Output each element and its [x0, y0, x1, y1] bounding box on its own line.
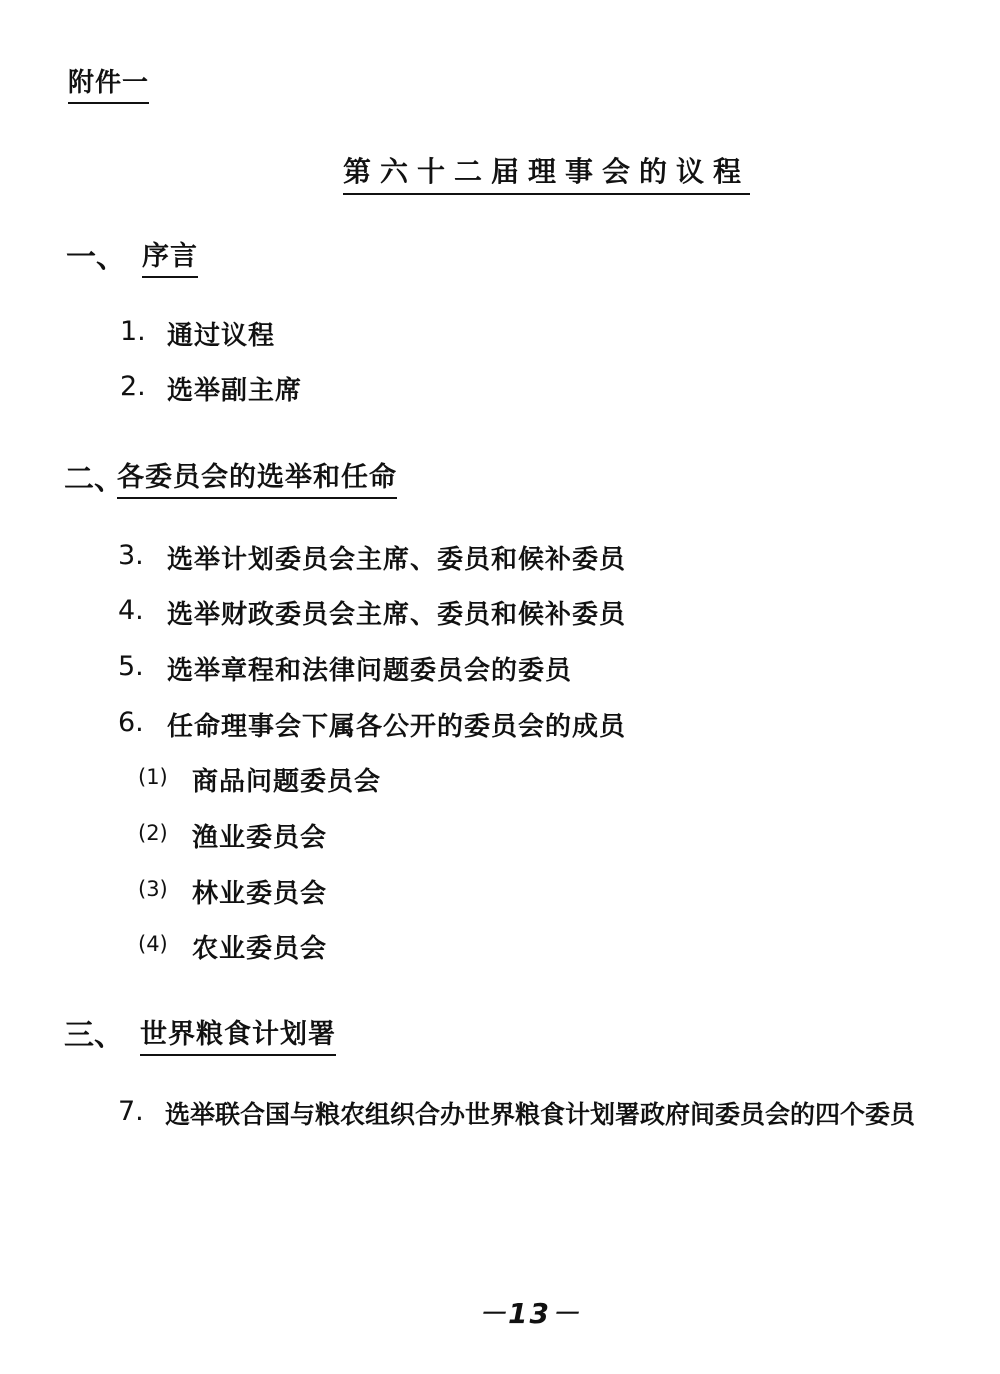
section-title: 各委员会的选举和任命	[117, 455, 397, 499]
subitem-number: (4)	[138, 932, 168, 956]
subitem-text: 商品问题委员会	[192, 767, 382, 797]
item-text: 任命理事会下属各公开的委员会的成员	[167, 712, 627, 742]
item-number: 4.	[118, 595, 144, 626]
item-number: 6.	[118, 707, 144, 738]
item-text: 选举章程和法律问题委员会的委员	[167, 656, 573, 686]
annex-label: 附件一	[68, 62, 149, 104]
page-number: －13－	[478, 1297, 581, 1330]
subitem-text: 渔业委员会	[192, 823, 328, 853]
item-text: 选举联合国与粮农组织合办世界粮食计划署政府间委员会的四个委员	[165, 1100, 916, 1129]
subitem-text: 农业委员会	[192, 934, 328, 964]
section-number: 二、	[64, 462, 124, 497]
item-number: 5.	[118, 651, 144, 682]
item-number: 3.	[118, 540, 144, 571]
section-title: 序言	[142, 234, 198, 278]
item-number: 7.	[118, 1096, 144, 1127]
subitem-number: (1)	[138, 765, 168, 789]
subitem-number: (3)	[138, 877, 168, 901]
section-number: 三、	[64, 1018, 124, 1053]
subitem-text: 林业委员会	[192, 879, 328, 909]
item-number: 1.	[120, 316, 146, 347]
item-text: 选举计划委员会主席、委员和候补委员	[167, 545, 627, 575]
item-number: 2.	[120, 371, 146, 402]
section-title: 世界粮食计划署	[140, 1012, 336, 1056]
item-text: 选举副主席	[167, 376, 303, 406]
item-text: 选举财政委员会主席、委员和候补委员	[167, 600, 627, 630]
section-number: 一、	[66, 240, 126, 275]
page-title: 第六十二届理事会的议程	[343, 150, 750, 195]
subitem-number: (2)	[138, 821, 168, 845]
item-text: 通过议程	[167, 321, 276, 351]
